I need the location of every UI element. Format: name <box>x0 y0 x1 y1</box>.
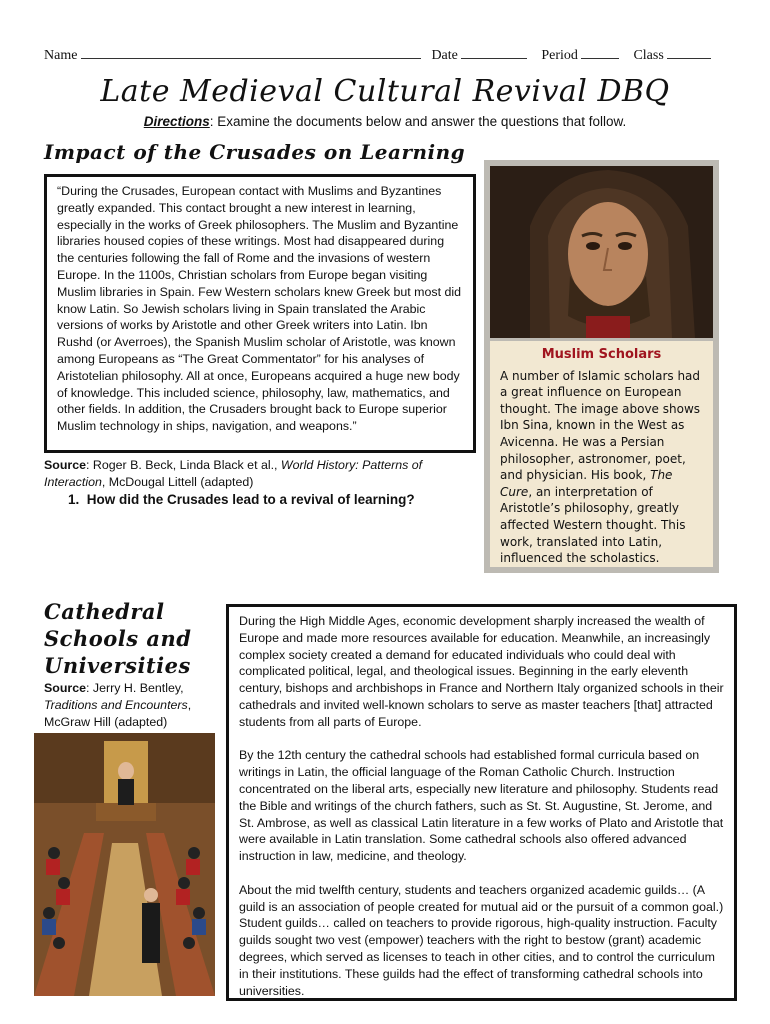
source-label: Source <box>44 458 87 472</box>
universities-paragraph-2: By the 12th century the cathedral schools had established formal curricula based on writings in Latin, the official language of the Roman Catholic Church. Instruction concentrated on the liberal arts, especially new literature and philosophy. Students read the Bible and writings of the church fathers, such as St. St. Augustine, St. Jerome, and St. Ambrose, as well as classical Latin literature in a few works of Plato and Aristotle that were available in Latin translation. Some cathedral schools also offered advanced instruction in law, medicine, and theology. <box>239 748 724 864</box>
date-label: Date <box>431 48 458 63</box>
period-label: Period <box>541 48 578 63</box>
heading-line-1: Cathedral <box>44 599 165 624</box>
ibn-sina-portrait <box>490 166 713 338</box>
source-title: Traditions and Encounters <box>44 697 188 712</box>
universities-paragraph-1: During the High Middle Ages, economic development sharply increased the wealth of Europe and made more resources available for education. Meanwhile, an increasingly complex society created a demand for educated individuals who could deal with complicated political, legal, and theological issues. Beginning in the early eleventh century, bishops and archbishops in France and Northern Italy organized schools in their cathedrals and invited well-known scholars to serve as master teachers [that] attracted students from all parts of Europe. <box>239 614 724 729</box>
question-number: 1. <box>68 492 80 507</box>
medieval-university-lecture-image <box>34 733 215 996</box>
university-lecture-illustration <box>34 733 215 996</box>
question-1 <box>68 492 415 507</box>
source-author: : Jerry H. Bentley, <box>86 681 184 695</box>
source-title: World History: Patterns of Interaction <box>44 458 423 489</box>
directions-text: : Examine the documents below and answer the questions that follow. <box>209 114 627 129</box>
universities-document-box <box>226 604 737 1001</box>
caption-text-2: , an interpretation of Aristotle’s philosophy, greatly affected Western thought. This work, translated into Latin, influenced the scholastics. <box>500 484 686 566</box>
source-authors: : Roger B. Beck, Linda Black et al., <box>86 458 281 472</box>
directions-label: Directions <box>143 114 210 129</box>
section-heading-universities <box>44 598 191 679</box>
date-field[interactable] <box>461 46 527 59</box>
section-heading-crusades: Impact of the Crusades on Learning <box>44 140 466 164</box>
heading-line-3: Universities <box>44 653 191 678</box>
universities-source <box>44 680 224 730</box>
student-info-line <box>44 46 734 64</box>
class-label: Class <box>633 48 664 63</box>
crusades-source <box>44 457 476 491</box>
name-label: Name <box>44 48 78 63</box>
source-publisher: , McDougal Littell (adapted) <box>101 474 254 489</box>
caption-book-title: The Cure <box>500 468 673 499</box>
source-label: Source <box>44 681 87 695</box>
muslim-scholars-card <box>484 160 719 573</box>
source-publisher: , McGraw Hill (adapted) <box>44 697 192 729</box>
class-field[interactable] <box>667 46 711 59</box>
directions <box>0 114 770 129</box>
name-field[interactable] <box>81 46 421 59</box>
crusades-quote: “During the Crusades, European contact with Muslims and Byzantines greatly expanded. This contact brought a new interest in learning, especially in the works of Greek philosophers. The Muslim and Byzantine libraries housed copies of these writings. Most had disappeared during the centuries following the fall of Rome and the invasions of western Europe. In the 1100s, Christian scholars from Europe began visiting Muslim libraries in Spain. Few Western scholars knew Greek but most did know Latin. So Jewish scholars living in Spain translated the Arabic versions of works by Aristotle and other Greek writers into Latin. Ibn Rushd (or Averroes), the Spanish Muslim scholar of Aristotle, was known among Europeans as “The Great Commentator” for his analyses of Aristotelian philosophy. All at once, Europeans acquired a huge new body of knowledge. This included science, philosophy, law, mathematics, and other fields. In addition, the Crusaders brought back to Europe superior Muslim technology in ships, navigation, and weapons.” <box>57 184 461 434</box>
muslim-scholars-caption <box>490 341 713 567</box>
heading-line-2: Schools and <box>44 626 192 651</box>
caption-text-1: A number of Islamic scholars had a great influence on European thought. The image above shows Ibn Sina, known in the West as Avicenna. He was a Persian philosopher, astronomer, poet, and physician. His book, <box>500 368 701 483</box>
crusades-document-box <box>44 174 476 453</box>
universities-paragraph-3: About the mid twelfth century, students and teachers organized academic guilds… (A guild is an association of people created for mutual aid or the pursuit of a common goal.) Student guilds… called on teachers to provide rigorous, high-quality instruction. Faculty guilds sought two vest (empower) teachers with the right to bestow (grant) academic degrees, which served as licenses to teach in other cities, and to control the curriculum in their institutions. These guilds had the effect of transforming cathedral schools into universities. <box>239 882 724 998</box>
caption-title: Muslim Scholars <box>541 347 662 362</box>
question-text: How did the Crusades lead to a revival of learning? <box>86 492 415 507</box>
ibn-sina-portrait-illustration <box>490 166 713 338</box>
period-field[interactable] <box>581 46 619 59</box>
page-title: Late Medieval Cultural Revival DBQ <box>100 74 670 109</box>
